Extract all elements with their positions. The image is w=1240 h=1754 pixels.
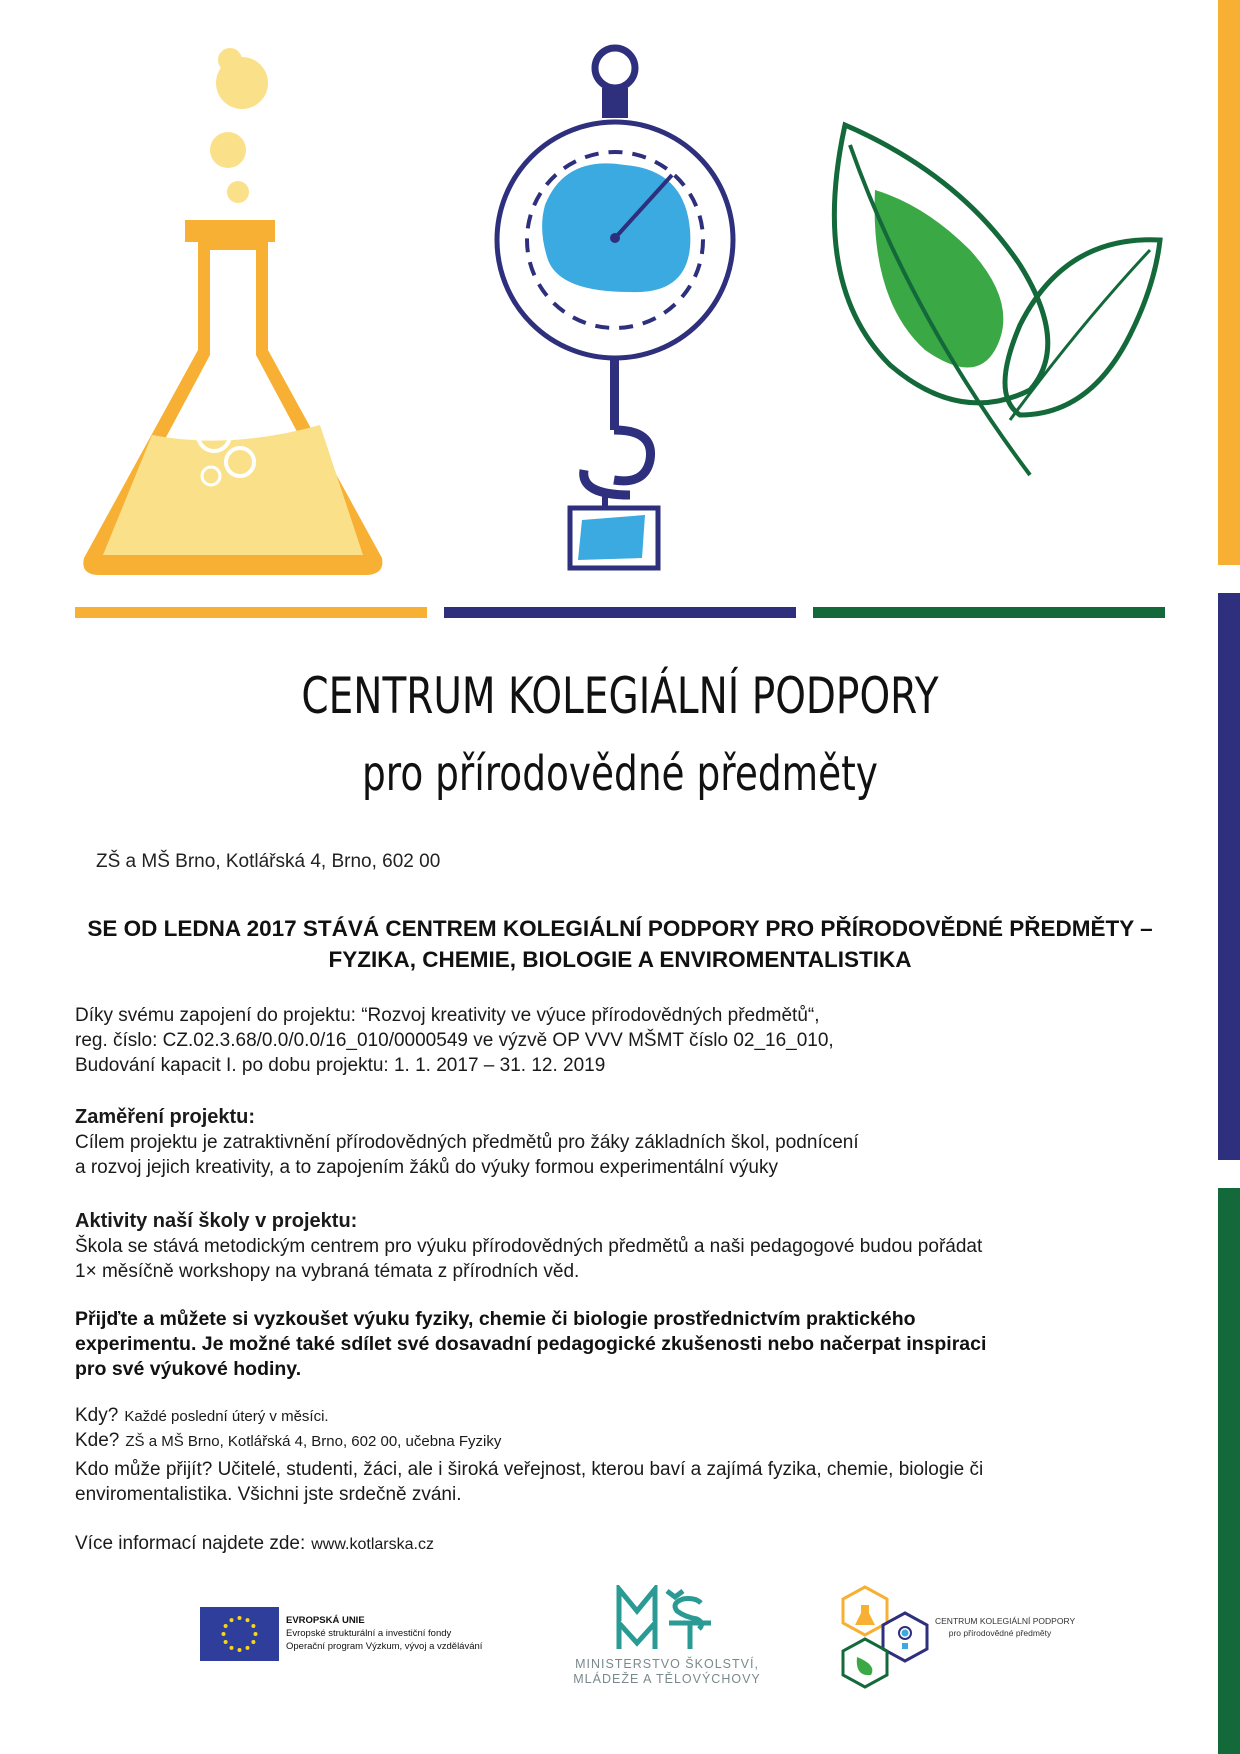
invitation-callout — [75, 1307, 1175, 1382]
focus-heading: Zaměření projektu: — [75, 1106, 256, 1128]
who-line: enviromentalistika. Všichni jste srdečně zváni. — [75, 1484, 462, 1505]
ckp-hexagons-icon — [835, 1585, 935, 1690]
intro-line: reg. číslo: CZ.02.3.68/0.0/0.0/16_010/0000549 ve výzvě OP VVV MŠMT číslo 02_16_010, — [75, 1030, 834, 1051]
msmt-logo — [557, 1585, 777, 1690]
intro-paragraph — [75, 1003, 1175, 1078]
intro-line: Budování kapacit I. po dobu projektu: 1. 1. 2017 – 31. 12. 2019 — [75, 1055, 606, 1076]
school-address: ZŠ a MŠ Brno, Kotlářská 4, Brno, 602 00 — [96, 851, 441, 872]
activities-section — [75, 1208, 1175, 1284]
msmt-line: MINISTERSTVO ŠKOLSTVÍ, — [575, 1657, 759, 1671]
where-value: ZŠ a MŠ Brno, Kotlářská 4, Brno, 602 00, učebna Fyziky — [125, 1433, 502, 1450]
side-stripe-green — [1218, 1188, 1240, 1754]
callout-line: pro své výukové hodiny. — [75, 1358, 302, 1380]
divider-bar-green — [813, 607, 1165, 618]
eu-line: Operační program Výzkum, vývoj a vzdělávání — [286, 1641, 483, 1652]
hanging-scale-icon — [480, 30, 760, 580]
website-link[interactable]: www.kotlarska.cz — [311, 1536, 434, 1553]
page-title: CENTRUM KOLEGIÁLNÍ PODPORY — [301, 667, 939, 725]
side-stripe-orange — [1218, 0, 1240, 565]
where-label: Kde? — [75, 1430, 120, 1451]
more-info-row — [75, 1533, 434, 1555]
where-row — [75, 1430, 501, 1452]
divider-bar-orange — [75, 607, 427, 618]
eu-flag-icon — [200, 1607, 279, 1661]
headline: SE OD LEDNA 2017 STÁVÁ CENTREM KOLEGIÁLNÍ PODPORY PRO PŘÍRODOVĚDNÉ PŘEDMĚTY – FYZIKA, CHEMIE, BIOLOGIE A ENVIROMENTALISTIKA — [87, 916, 1153, 972]
divider-bar-navy — [444, 607, 796, 618]
msmt-text — [557, 1657, 777, 1687]
ckp-text — [935, 1615, 1076, 1639]
focus-section — [75, 1104, 1175, 1180]
who-line: Kdo může přijít? Učitelé, studenti, žáci, ale i široká veřejnost, kterou baví a zajímá fyzika, chemie, biologie či — [75, 1459, 984, 1480]
msmt-mark-icon — [609, 1585, 719, 1651]
when-row — [75, 1405, 329, 1427]
eu-text — [286, 1614, 482, 1653]
activities-line: 1× měsíčně workshopy na vybraná témata z přírodních věd. — [75, 1261, 580, 1282]
callout-line: experimentu. Je možné také sdílet své dosavadní pedagogické zkušenosti nebo načerpat inspiraci — [75, 1333, 987, 1355]
erlenmeyer-flask-icon — [60, 10, 400, 590]
eu-line: Evropské strukturální a investiční fondy — [286, 1628, 452, 1639]
who-paragraph — [75, 1457, 1175, 1507]
msmt-line: MLÁDEŽE A TĚLOVÝCHOVY — [573, 1672, 761, 1686]
leaves-icon — [830, 115, 1170, 485]
ckp-line: pro přírodovědné předměty — [948, 1628, 1052, 1638]
ckp-logo — [835, 1585, 1076, 1690]
when-value: Každé poslední úterý v měsíci. — [124, 1408, 329, 1425]
when-label: Kdy? — [75, 1405, 119, 1426]
eu-title: EVROPSKÁ UNIE — [286, 1615, 365, 1626]
callout-line: Přijďte a můžete si vyzkoušet výuku fyziky, chemie či biologie prostřednictvím praktického — [75, 1308, 916, 1330]
ckp-line: CENTRUM KOLEGIÁLNÍ PODPORY — [935, 1616, 1076, 1626]
more-info-label: Více informací najdete zde: — [75, 1533, 306, 1554]
focus-line: Cílem projektu je zatraktivnění přírodovědných předmětů pro žáky základních škol, podnícení — [75, 1132, 859, 1153]
activities-heading: Aktivity naší školy v projektu: — [75, 1210, 358, 1232]
side-stripe-navy — [1218, 593, 1240, 1160]
page-subtitle: pro přírodovědné předměty — [362, 746, 878, 802]
intro-line: Díky svému zapojení do projektu: “Rozvoj kreativity ve výuce přírodovědných předmětů“, — [75, 1005, 820, 1026]
focus-line: a rozvoj jejich kreativity, a to zapojením žáků do výuky formou experimentální výuky — [75, 1157, 778, 1178]
activities-line: Škola se stává metodickým centrem pro výuku přírodovědných předmětů a naši pedagogové budou pořádat — [75, 1236, 983, 1257]
